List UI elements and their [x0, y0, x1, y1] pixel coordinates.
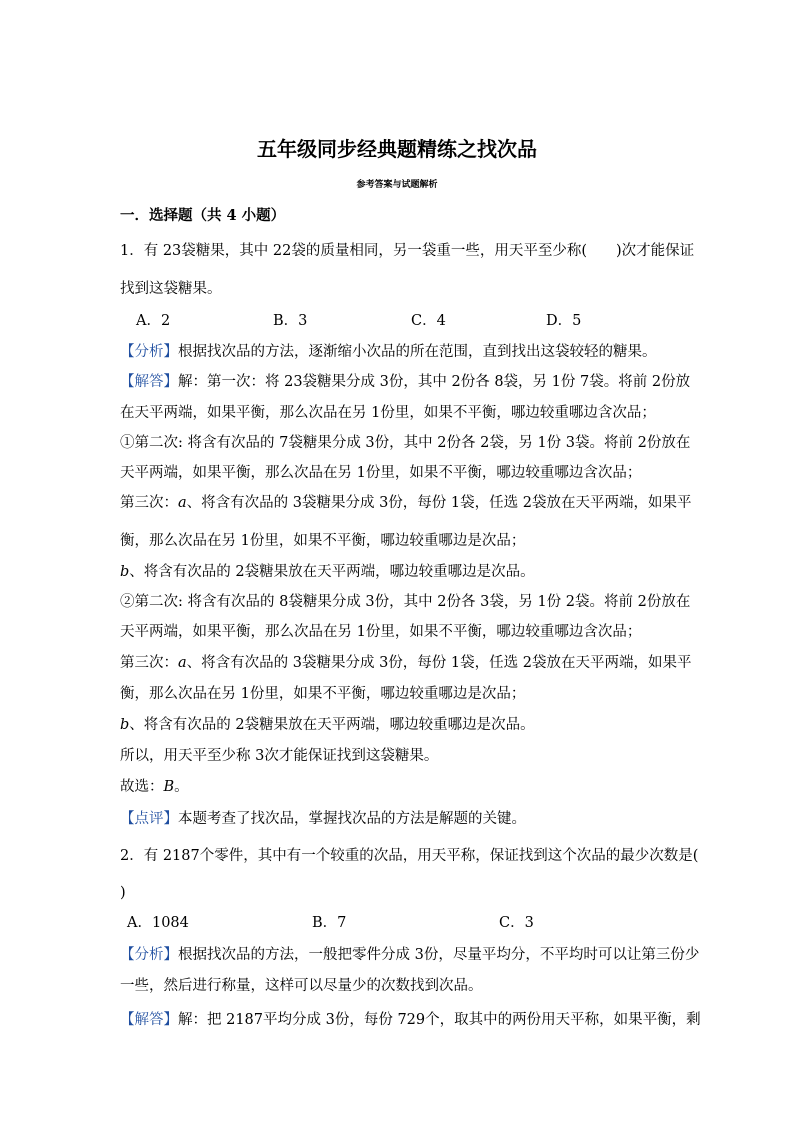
q1-analysis-text: 根据找次品的方法，逐渐缩小次品的所在范围，直到找出这袋较轻的糖果。 — [178, 344, 657, 360]
q2-option-b: B．7 — [312, 915, 347, 931]
q1-comment — [120, 810, 526, 828]
q2-answer-line1 — [120, 1011, 701, 1029]
q1-option-b: B．3 — [273, 313, 308, 329]
q1-option-d: D．5 — [546, 313, 582, 329]
q1-answer-line12: 𝑏、将含有次品的 2袋糖果放在天平两端，哪边较重哪边是次品。 — [120, 717, 535, 733]
q2-analysis-text: 根据找次品的方法，一般把零件分成 3份，尽量平均分，不平均时可以让第三份少 — [178, 947, 700, 963]
q1-answer-line3: ①第二次: 将含有次品的 7袋糖果分成 3份，其中 2份各 2袋，另 1份 3袋。将前 2份放在 — [120, 435, 691, 451]
answer-tag: 【解答】 — [120, 374, 178, 390]
q1-answer-line5: 第三次：𝑎、将含有次品的 3袋糖果分成 3份，每份 1袋，任选 2袋放在天平两端，如果平 — [120, 495, 692, 511]
comment-tag: 【点评】 — [120, 811, 178, 827]
q1-answer-line10: 第三次：𝑎、将含有次品的 3袋糖果分成 3份，每份 1袋，任选 2袋放在天平两端，如果平 — [120, 655, 692, 671]
q1-answer-line13: 所以，用天平至少称 3次才能保证找到这袋糖果。 — [120, 748, 439, 764]
q1-answer-line6: 衡，那么次品在另 1份里，如果不平衡，哪边较重哪边是次品； — [120, 533, 526, 549]
q2-answer-text: 解：把 2187平均分成 3份，每份 729个，取其中的两份用天平称，如果平衡，剩 — [178, 1012, 701, 1028]
q1-answer-line4: 天平两端，如果平衡，那么次品在另 1份里，如果不平衡，哪边较重哪边含次品； — [120, 465, 642, 481]
q1-comment-text: 本题考查了找次品，掌握找次品的方法是解题的关键。 — [178, 811, 526, 827]
q1-answer-text: 解：第一次：将 23袋糖果分成 3份，其中 2份各 8袋，另 1份 7袋。将前 2份放 — [178, 374, 691, 390]
q1-answer-line9: 天平两端，如果平衡，那么次品在另 1份里，如果不平衡，哪边较重哪边含次品； — [120, 624, 642, 640]
q1-answer-line11: 衡，那么次品在另 1份里，如果不平衡，哪边较重哪边是次品； — [120, 686, 526, 702]
q1-option-c: C．4 — [411, 313, 446, 329]
answer-tag: 【解答】 — [120, 1012, 178, 1028]
q1-answer-line1 — [120, 373, 690, 391]
q2-analysis-line1 — [120, 946, 699, 964]
q1-option-a: A．2 — [136, 313, 171, 329]
analysis-tag: 【分析】 — [120, 947, 178, 963]
q2-stem-line2: ) — [120, 885, 126, 901]
page-title: 五年级同步经典题精练之找次品 — [257, 137, 537, 161]
q1-answer-line14: 故选：𝐵。 — [120, 779, 189, 795]
q1-analysis — [120, 343, 657, 361]
q1-answer-line2: 在天平两端，如果平衡，那么次品在另 1份里，如果不平衡，哪边较重哪边含次品； — [120, 405, 656, 421]
page-subtitle: 参考答案与试题解析 — [356, 180, 438, 190]
q2-option-c: C．3 — [499, 915, 534, 931]
q1-stem-line2: 找到这袋糖果。 — [120, 281, 222, 297]
q2-option-a: A．1084 — [127, 915, 189, 931]
q1-stem-line1: 1．有 23袋糖果，其中 22袋的质量相同，另一袋重一些，用天平至少称( )次才能保证 — [120, 243, 695, 259]
analysis-tag: 【分析】 — [120, 344, 178, 360]
q1-answer-line7: 𝑏、将含有次品的 2袋糖果放在天平两端，哪边较重哪边是次品。 — [120, 564, 535, 580]
q1-answer-line8: ②第二次: 将含有次品的 8袋糖果分成 3份，其中 2份各 3袋，另 1份 2袋。将前 2份放在 — [120, 594, 691, 610]
q2-analysis-line2: 一些，然后进行称量，这样可以尽量少的次数找到次品。 — [120, 978, 483, 994]
q2-stem-line1: 2．有 2187个零件，其中有一个较重的次品，用天平称，保证找到这个次品的最少次数是( — [120, 848, 699, 864]
section-heading: 一．选择题（共 4 小题） — [120, 207, 286, 224]
